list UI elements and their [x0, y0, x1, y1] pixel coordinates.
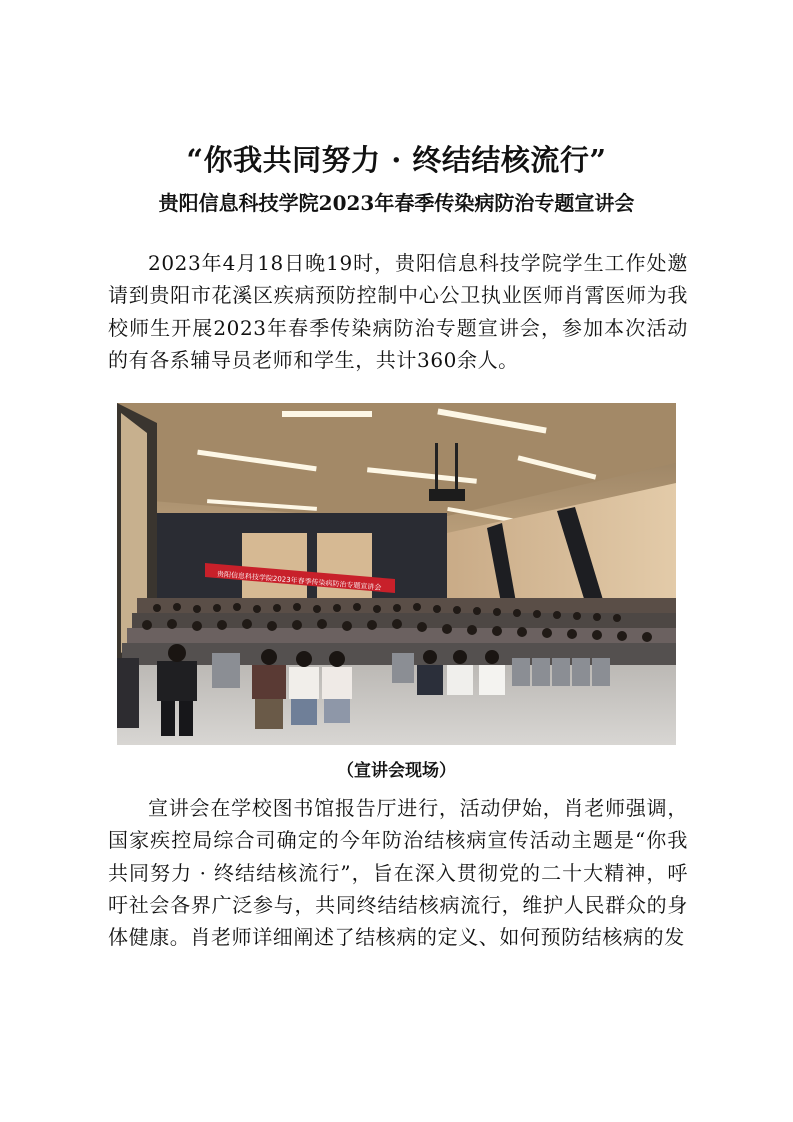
- photo-caption: （宣讲会现场）: [337, 761, 456, 781]
- paragraph-body: 宣讲会在学校图书馆报告厅进行，活动伊始，肖老师强调，国家疾控局综合司确定的今年防治结核病宣传活动主题是“你我共同努力 · 终结结核流行”，旨在深入贯彻党的二十大精神，呼吁社会各界广泛参与，共同终结结核病流行，维护人民群众的身体健康。肖老师详细阐述了结核病的定义、如何预防结核病的发: [108, 796, 688, 950]
- paragraph-intro: 2023年4月18日晚19时，贵阳信息科技学院学生工作处邀请到贵阳市花溪区疾病预防控制中心公卫执业医师肖霄医师为我校师生开展2023年春季传染病防治专题宣讲会，参加本次活动的有各系辅导员老师和学生，共计360余人。: [108, 251, 688, 372]
- lecture-hall-photo: [117, 403, 676, 745]
- banner-text: 贵阳信息科技学院2023年春季传染病防治专题宣讲会: [216, 570, 382, 592]
- document-subtitle: 贵阳信息科技学院2023年春季传染病防治专题宣讲会: [158, 191, 635, 215]
- document-title: “你我共同努力 · 终结结核流行”: [186, 143, 607, 177]
- lecture-hall-illustration: [117, 403, 676, 745]
